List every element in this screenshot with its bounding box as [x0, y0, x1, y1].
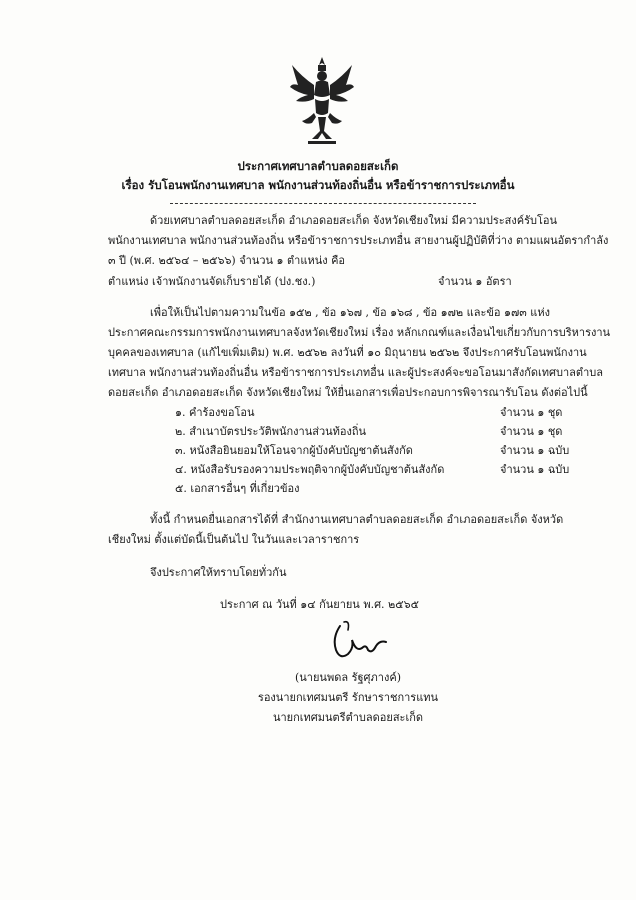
paragraph-3-line-2: เชียงใหม่ ตั้งแต่บัดนี้เป็นต้นไป ในวันและเวลาราชการ: [108, 533, 360, 546]
announcement-date: ประกาศ ณ วันที่ ๑๔ กันยายน พ.ศ. ๒๕๖๕: [220, 598, 419, 611]
paragraph-2-line-1: เพื่อให้เป็นไปตามความในข้อ ๑๕๒ , ข้อ ๑๖๗ , ข้อ ๑๖๘ , ข้อ ๑๗๒ และข้อ ๑๗๓ แห่ง: [150, 306, 550, 319]
paragraph-1-line-1: ด้วยเทศบาลตำบลดอยสะเก็ด อำเภอดอยสะเก็ด จังหวัดเชียงใหม่ มีความประสงค์รับโอน: [150, 214, 558, 227]
handwritten-signature-icon: [326, 618, 390, 664]
paragraph-1-line-3: ๓ ปี (พ.ศ. ๒๕๖๔ – ๒๕๖๖) จำนวน ๑ ตำแหน่ง คือ: [108, 254, 346, 267]
paragraph-3-line-1: ทั้งนี้ กำหนดยื่นเอกสารได้ที่ สำนักงานเทศบาลตำบลดอยสะเก็ด อำเภอดอยสะเก็ด จังหวัด: [150, 513, 564, 526]
signer-title-2: นายกเทศมนตรีตำบลดอยสะเก็ด: [272, 711, 424, 724]
garuda-emblem-icon: [288, 55, 356, 147]
position-count: จำนวน ๑ อัตรา: [438, 275, 512, 288]
list-item-qty: จำนวน ๑ ฉบับ: [500, 444, 570, 457]
paragraph-1-line-2: พนักงานเทศบาล พนักงานส่วนท้องถิ่น หรือข้าราชการประเภทอื่น สายงานผู้ปฏิบัติที่ว่าง ตามแผนอัตรากำลัง: [108, 234, 609, 247]
list-item: ๓. หนังสือยินยอมให้โอนจากผู้บังคับบัญชาต้นสังกัด: [175, 444, 413, 457]
list-item-qty: จำนวน ๑ ชุด: [500, 406, 563, 419]
paragraph-2-line-2: ประกาศคณะกรรมการพนักงานเทศบาลจังหวัดเชียงใหม่ เรื่อง หลักเกณฑ์และเงื่อนไขเกี่ยวกับการบริหารงาน: [108, 326, 611, 339]
signer-title-1: รองนายกเทศมนตรี รักษาราชการแทน: [257, 691, 439, 704]
document-title: ประกาศเทศบาลตำบลดอยสะเก็ด: [237, 159, 399, 173]
divider: [170, 203, 476, 204]
paragraph-2-line-5: ดอยสะเก็ด อำเภอดอยสะเก็ด จังหวัดเชียงใหม่ ให้ยื่นเอกสารเพื่อประกอบการพิจารณารับโอน ดังต่อไปนี้: [108, 386, 588, 399]
list-item: ๔. หนังสือรับรองความประพฤติจากผู้บังคับบัญชาต้นสังกัด: [175, 463, 445, 476]
list-item: ๒. สำเนาบัตรประวัติพนักงานส่วนท้องถิ่น: [175, 425, 367, 438]
list-item: ๑. คำร้องขอโอน: [175, 406, 255, 419]
closing-statement: จึงประกาศให้ทราบโดยทั่วกัน: [150, 566, 287, 579]
signer-name: (นายนพดล รัฐศุภางค์): [295, 671, 401, 684]
list-item-qty: จำนวน ๑ ชุด: [500, 425, 563, 438]
paragraph-2-line-4: เทศบาล พนักงานส่วนท้องถิ่นอื่น หรือข้าราชการประเภทอื่น และผู้ประสงค์จะขอโอนมาสังกัดเทศบาลตำบล: [108, 366, 603, 379]
position-name: ตำแหน่ง เจ้าพนักงานจัดเก็บรายได้ (ปง.ชง.): [108, 275, 316, 288]
paragraph-2-line-3: บุคคลของเทศบาล (แก้ไขเพิ่มเติม) พ.ศ. ๒๕๖๒ ลงวันที่ ๑๐ มิถุนายน ๒๕๖๒ จึงประกาศรับโอนพนักงาน: [108, 346, 587, 359]
list-item: ๕. เอกสารอื่นๆ ที่เกี่ยวข้อง: [175, 482, 300, 495]
list-item-qty: จำนวน ๑ ฉบับ: [500, 463, 570, 476]
document-subject: เรื่อง รับโอนพนักงานเทศบาล พนักงานส่วนท้องถิ่นอื่น หรือข้าราชการประเภทอื่น: [121, 178, 515, 192]
